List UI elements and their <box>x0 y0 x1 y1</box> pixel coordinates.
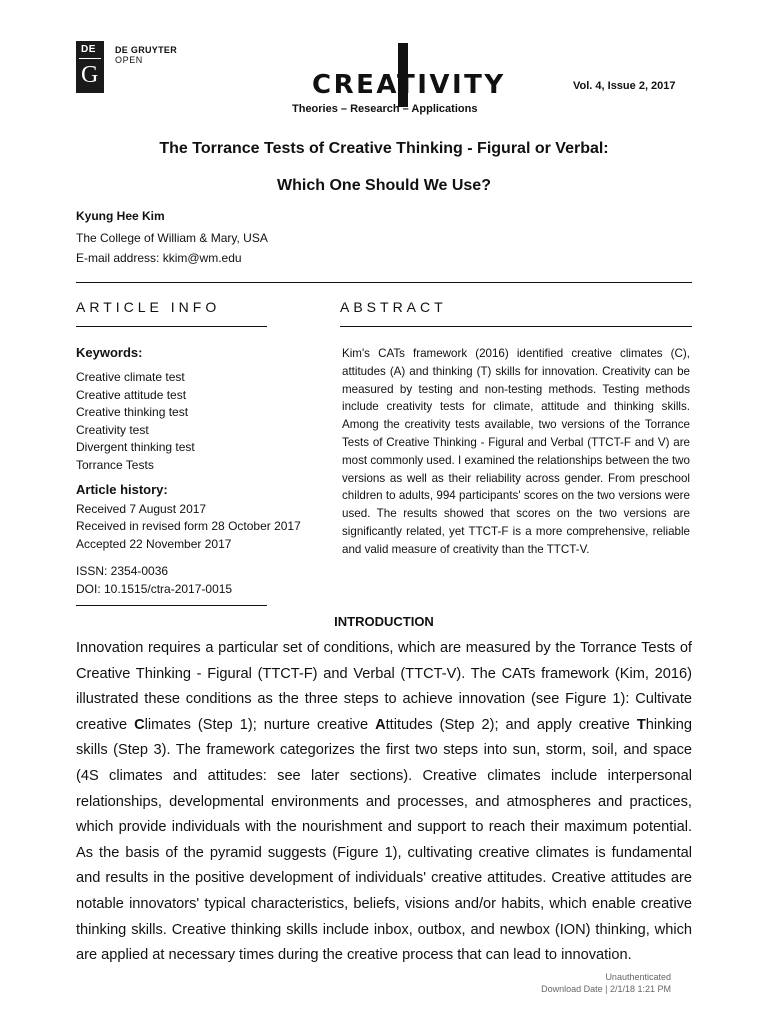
author-affiliation: The College of William & Mary, USA <box>76 231 268 245</box>
journal-name: CREATIVITY <box>312 70 506 100</box>
keyword-item: Divergent thinking test <box>76 440 195 454</box>
article-info-divider <box>76 326 267 327</box>
intro-bold-c: C <box>134 716 145 733</box>
keywords-heading: Keywords: <box>76 345 143 360</box>
intro-text: hinking skills (Step 3). The framework categorizes the first two steps into sun, storm, soil, and space (4S climates and attitudes: see later sections). Creative climates include interpersonal relationships, developmental environments and processes, and atmospheres and practices, which provide individuals with the nourishment and support to reach their maximum potential. As the basis of the pyramid suggests (Figure 1), cultivating creative climates is fundamental and results in the positive development of individuals' creative attitudes. Creative attitudes are notable innovators' typical characteristics, beliefs, visions and/or habits, which enable creative thinking skills. Creative thinking skills include inbox, outbox, and newbox (ION) thinking, which are applied at necessary times during the creative process that can lead to innovation. <box>76 716 693 964</box>
keyword-item: Creative attitude test <box>76 388 187 402</box>
publisher-logo <box>76 41 104 93</box>
article-info-heading: ARTICLE INFO <box>76 299 221 315</box>
watermark-line2: Download Date | 2/1/18 1:21 PM <box>541 984 671 994</box>
introduction-heading: INTRODUCTION <box>334 614 434 629</box>
article-info-bottom-divider <box>76 605 267 606</box>
issn: ISSN: 2354-0036 <box>76 564 169 578</box>
paper-title-line1: The Torrance Tests of Creative Thinking - Figural or Verbal: <box>159 140 609 157</box>
watermark-line1: Unauthenticated <box>605 972 671 982</box>
history-item: Received in revised form 28 October 2017 <box>76 519 301 533</box>
keyword-item: Creative thinking test <box>76 405 189 419</box>
intro-bold-t: T <box>636 716 646 733</box>
intro-text: Innovation requires a particular set of conditions, which are measured by the Torrance Tests of Creative Thinking - Figural (TTCT-F) and Verbal (TTCT-V). The CATs framework (Kim, 2016) illustrated these conditions as the three steps to achieve innovation (see Figure 1): Cultivate creative <box>76 640 692 733</box>
journal-volume: Vol. 4, Issue 2, 2017 <box>573 80 676 92</box>
doi: DOI: 10.1515/ctra-2017-0015 <box>76 582 233 596</box>
history-item: Received 7 August 2017 <box>76 502 207 516</box>
paper-title-line2: Which One Should We Use? <box>277 177 491 194</box>
publisher-name <box>115 45 177 65</box>
logo-bottom-text: G <box>81 62 99 88</box>
author-name: Kyung Hee Kim <box>76 209 165 223</box>
abstract-text: Kim's CATs framework (2016) identified creative climates (C), attitudes (A) and thinking (T) skills for innovation. Creativity can be measured by testing and non-testing methods. Testing methods include creativity tests for climate, attitude and thinking skills. Among the creativity tests available, two versions of the Torrance Tests of Creative Thinking - Figural and Verbal (TTCT-F and V) are most commonly used. I examined the relationships between the two versions as well as their reliability across gender. From preschool children to adults, 994 participants' scores on the two versions were used. The results showed that scores on the two versions are significantly related, yet TTCT-F is a more comprehensive, reliable and valid measure of creativity than the TTCT-V. <box>342 347 690 556</box>
intro-text: ttitudes (Step 2); and apply creative <box>385 716 637 733</box>
intro-bold-a: A <box>375 716 386 733</box>
abstract-divider <box>340 326 692 327</box>
keyword-item: Creativity test <box>76 423 149 437</box>
publisher-name-line1: DE GRUYTER <box>115 45 178 55</box>
header-divider <box>76 282 692 283</box>
introduction-paragraph <box>76 636 692 969</box>
keyword-item: Torrance Tests <box>76 458 154 472</box>
logo-divider <box>79 58 101 59</box>
intro-text: limates (Step 1); nurture creative <box>144 716 376 733</box>
journal-tagline: Theories – Research – Applications <box>292 103 478 115</box>
logo-top-text: DE <box>81 44 96 55</box>
history-item: Accepted 22 November 2017 <box>76 537 232 551</box>
history-heading: Article history: <box>76 482 168 497</box>
keyword-item: Creative climate test <box>76 370 185 384</box>
author-email: E-mail address: kkim@wm.edu <box>76 251 242 265</box>
abstract-heading: ABSTRACT <box>340 299 447 315</box>
publisher-name-line2: OPEN <box>115 55 143 65</box>
